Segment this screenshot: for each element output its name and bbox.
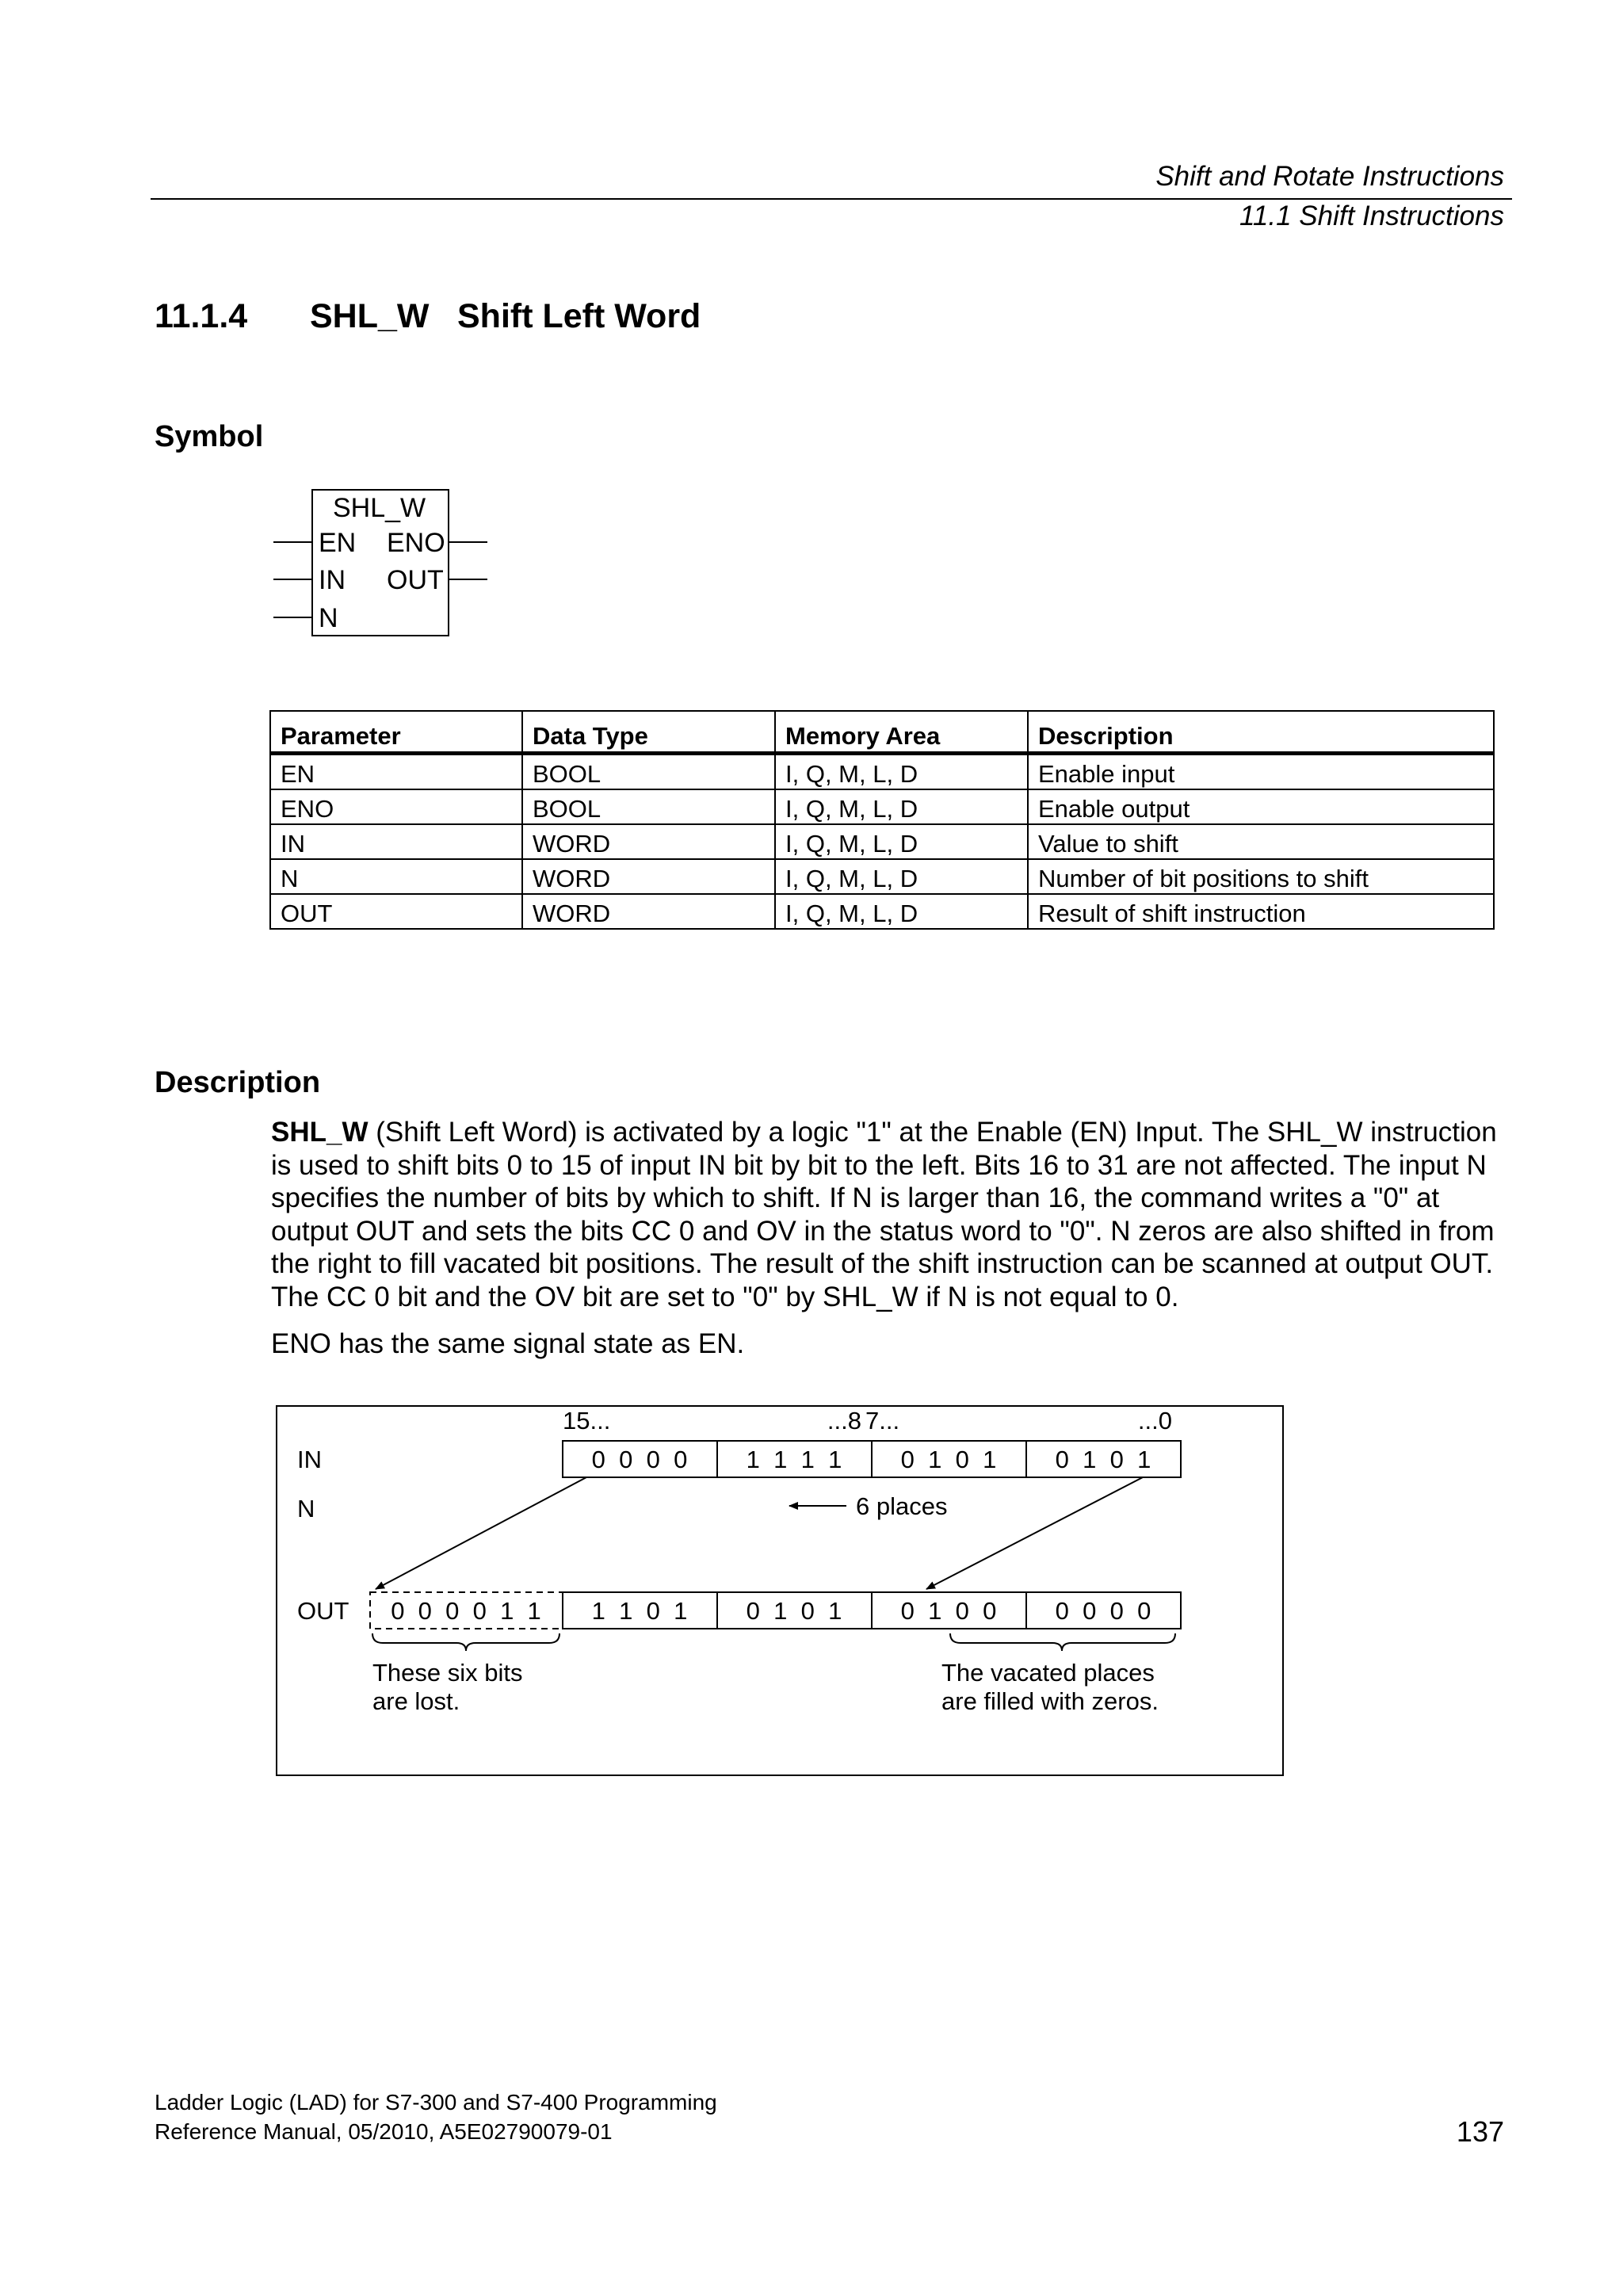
footer-line2: Reference Manual, 05/2010, A5E02790079-01 <box>155 2119 613 2144</box>
bit-label-0: ...0 <box>1137 1407 1172 1435</box>
row-label-out: OUT <box>297 1597 349 1625</box>
row-label-n: N <box>297 1495 315 1522</box>
symbol-heading: Symbol <box>155 420 264 453</box>
bit-label-7: 7... <box>865 1407 900 1435</box>
column-header-description: Description <box>1028 711 1494 753</box>
shift-diagram <box>276 1405 1284 1778</box>
symbol-title: SHL_W <box>333 493 426 523</box>
page-number: 137 <box>1456 2115 1504 2148</box>
pin-in-line <box>273 579 311 580</box>
lost-note-line1: These six bits <box>372 1659 523 1687</box>
fill-note-line2: are filled with zeros. <box>941 1687 1159 1715</box>
footer-line1: Ladder Logic (LAD) for S7-300 and S7-400 Programming <box>155 2090 717 2115</box>
header-rule <box>151 198 1512 200</box>
out-bits-7-4: 0 1 0 0 <box>900 1597 997 1625</box>
cell-data-type: WORD <box>522 894 775 929</box>
cell-description: Value to shift <box>1028 824 1494 859</box>
lost-bits-brace <box>372 1633 559 1651</box>
cell-data-type: BOOL <box>522 753 775 789</box>
column-header-parameter: Parameter <box>270 711 522 753</box>
out-bits-11-8: 0 1 0 1 <box>746 1597 842 1625</box>
lost-bits-values: 0 0 0 0 1 1 <box>391 1597 541 1625</box>
pin-out-label: OUT <box>387 565 444 595</box>
description-text: (Shift Left Word) is activated by a logic "1" at the Enable (EN) Input. The SHL_W instruction is used to shift bits 0 to 15 of input IN bit by bit to the left. Bits 16 to 31 are not affected. The input N specifies the number of bits by which to shift. If N is larger than 16, the command writes a "0" at output OUT and sets the bits CC 0 and OV in the status word to "0". N zeros are also shifted in from the right to fill vacated bit positions. The result of the shift instruction can be scanned at output OUT. The CC 0 bit and the OV bit are set to "0" by SHL_W if N is not equal to 0. <box>271 1117 1497 1312</box>
table-row <box>270 894 1494 929</box>
cell-parameter: ENO <box>270 789 522 824</box>
pin-n-line <box>273 617 311 618</box>
cell-description: Enable input <box>1028 753 1494 789</box>
pin-in-label: IN <box>319 565 346 595</box>
bit-label-15: 15... <box>563 1407 611 1435</box>
description-paragraph <box>271 1116 1507 1313</box>
cell-data-type: WORD <box>522 859 775 894</box>
cell-parameter: EN <box>270 753 522 789</box>
eno-note: ENO has the same signal state as EN. <box>271 1328 745 1359</box>
cell-memory-area: I, Q, M, L, D <box>775 824 1028 859</box>
cell-parameter: OUT <box>270 894 522 929</box>
pin-en-label: EN <box>319 528 357 558</box>
lost-bits-arrow <box>376 1477 586 1589</box>
out-bits-3-0: 0 0 0 0 <box>1055 1597 1151 1625</box>
cell-memory-area: I, Q, M, L, D <box>775 859 1028 894</box>
bit-label-8: ...8 <box>827 1407 861 1435</box>
cell-parameter: N <box>270 859 522 894</box>
parameter-table <box>269 710 1495 930</box>
in-bits-7-4: 0 1 0 1 <box>900 1446 997 1473</box>
cell-description: Result of shift instruction <box>1028 894 1494 929</box>
vacated-bits-brace <box>950 1633 1175 1651</box>
row-label-in: IN <box>297 1446 322 1473</box>
shifted-bits-arrow <box>926 1477 1143 1589</box>
section-heading <box>155 297 701 336</box>
pin-out-line <box>449 579 487 580</box>
table-row <box>270 859 1494 894</box>
in-bits-3-0: 0 1 0 1 <box>1055 1446 1151 1473</box>
column-header-memory-area: Memory Area <box>775 711 1028 753</box>
cell-memory-area: I, Q, M, L, D <box>775 789 1028 824</box>
table-row <box>270 789 1494 824</box>
cell-data-type: BOOL <box>522 789 775 824</box>
header-section: 11.1 Shift Instructions <box>1239 201 1504 231</box>
cell-memory-area: I, Q, M, L, D <box>775 894 1028 929</box>
pin-en-line <box>273 541 311 543</box>
table-row <box>270 824 1494 859</box>
shift-amount-label: 6 places <box>856 1492 948 1520</box>
description-heading: Description <box>155 1066 321 1099</box>
in-bits-15-12: 0 0 0 0 <box>591 1446 688 1473</box>
pin-eno-label: ENO <box>387 528 445 558</box>
column-header-data-type: Data Type <box>522 711 775 753</box>
lost-note-line2: are lost. <box>372 1687 460 1715</box>
table-row <box>270 753 1494 789</box>
cell-memory-area: I, Q, M, L, D <box>775 753 1028 789</box>
table-header-row <box>270 711 1494 753</box>
fill-note-line1: The vacated places <box>941 1659 1155 1687</box>
cell-description: Enable output <box>1028 789 1494 824</box>
section-title: Shift Left Word <box>457 297 701 335</box>
section-number: 11.1.4 <box>155 297 248 335</box>
cell-description: Number of bit positions to shift <box>1028 859 1494 894</box>
pin-eno-line <box>449 541 487 543</box>
description-lead: SHL_W <box>271 1117 369 1148</box>
pin-n-label: N <box>319 603 338 633</box>
cell-parameter: IN <box>270 824 522 859</box>
in-bits-11-8: 1 1 1 1 <box>746 1446 842 1473</box>
cell-data-type: WORD <box>522 824 775 859</box>
header-chapter: Shift and Rotate Instructions <box>1155 161 1504 192</box>
section-mnemonic: SHL_W <box>310 297 430 335</box>
out-bits-15-12: 1 1 0 1 <box>591 1597 688 1625</box>
instruction-symbol <box>269 485 499 644</box>
